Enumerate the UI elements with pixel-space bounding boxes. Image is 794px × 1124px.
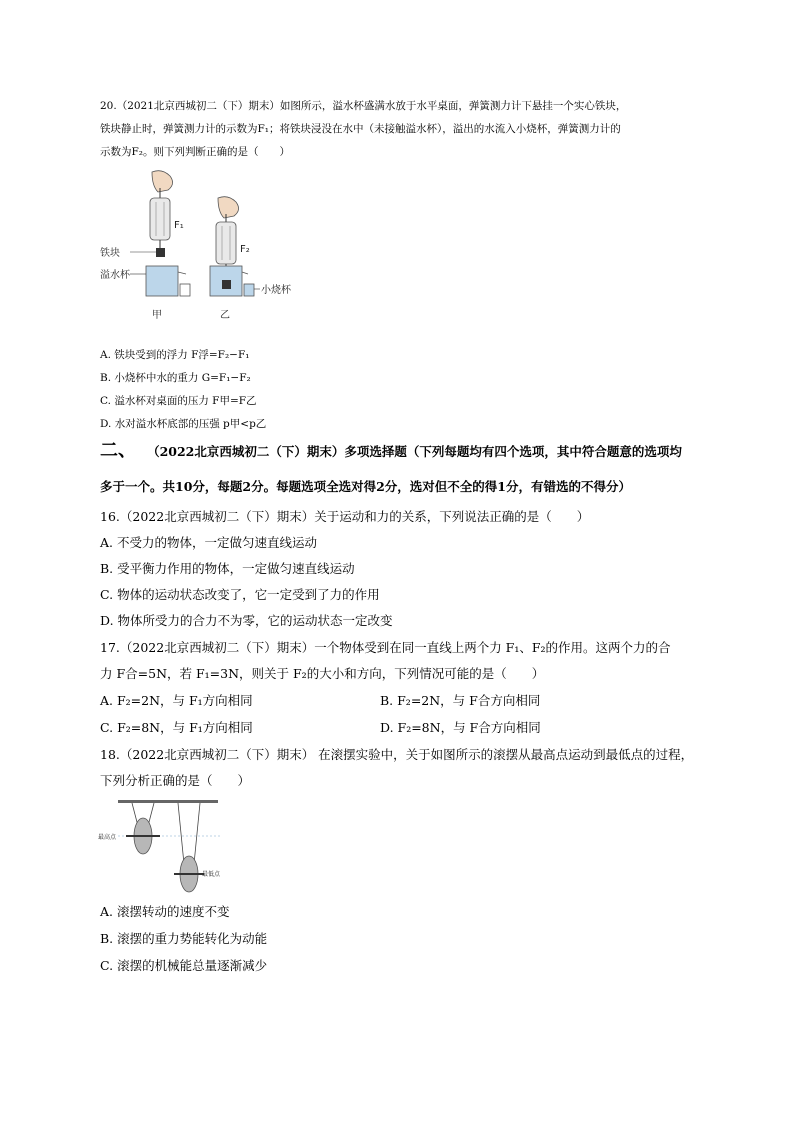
- q20-figure: [100, 168, 300, 340]
- label-yi: 乙: [220, 310, 230, 321]
- q16-option-c: C. 物体的运动状态改变了，它一定受到了力的作用: [100, 587, 380, 602]
- label-iron: 铁块: [100, 248, 120, 259]
- q18-line-2: 下列分析正确的是（ ）: [100, 773, 251, 788]
- label-f2: F₂: [240, 244, 250, 255]
- q17-option-d: D. F₂=8N，与 F合方向相同: [380, 720, 541, 735]
- q16-option-a: A. 不受力的物体，一定做匀速直线运动: [100, 535, 317, 550]
- hand-a-icon: [152, 171, 173, 192]
- spring-scale-a: [150, 188, 170, 248]
- q20-option-d: D. 水对溢水杯底部的压强 p甲<p乙: [100, 418, 267, 430]
- q17-line-2: 力 F合=5N，若 F₁=3N，则关于 F₂的大小和方向，下列情况可能的是（ ）: [100, 666, 545, 681]
- q17-option-a: A. F₂=2N，与 F₁方向相同: [100, 693, 253, 708]
- q18-figure: [98, 800, 224, 896]
- label-small-beaker: 小烧杯: [261, 285, 291, 296]
- label-jia: 甲: [152, 310, 162, 321]
- maxwell-wheel-high: [126, 803, 160, 854]
- q20-line-1: 20.（2021北京西城初二（下）期末）如图所示，溢水杯盛满水放于水平桌面，弹簧测力计下悬挂一个实心铁块，: [100, 100, 627, 112]
- q18-option-c: C. 滚摆的机械能总量逐渐减少: [100, 958, 268, 973]
- q18-option-a: A. 滚摆转动的速度不变: [100, 904, 230, 919]
- q18-line-1: 18.（2022北京西城初二（下）期末） 在滚摆实验中，关于如图所示的滚摆从最高点运动到最低点的过程，: [100, 747, 694, 762]
- q16-option-d: D. 物体所受力的合力不为零，它的运动状态一定改变: [100, 613, 393, 628]
- q20-option-b: B. 小烧杯中水的重力 G=F₁−F₂: [100, 372, 251, 384]
- label-f1: F₁: [174, 220, 184, 231]
- q16-option-b: B. 受平衡力作用的物体，一定做匀速直线运动: [100, 561, 355, 576]
- section-two-line-1: （2022北京西城初二（下）期末）多项选择题（下列每题均有四个选项，其中符合题意的选项均: [147, 444, 682, 459]
- small-beaker-b: [244, 284, 254, 296]
- section-two-line-2: 多于一个。共10分，每题2分。每题选项全选对得2分，选对但不全的得1分，有错选的不得分）: [100, 479, 631, 494]
- q16-stem: 16.（2022北京西城初二（下）期末）关于运动和力的关系，下列说法正确的是（ ）: [100, 509, 590, 524]
- q17-option-b: B. F₂=2N，与 F合方向相同: [380, 693, 541, 708]
- overflow-cup-b: [210, 266, 248, 296]
- q20-option-c: C. 溢水杯对桌面的压力 F甲=F乙: [100, 395, 257, 407]
- small-beaker-a: [180, 284, 190, 296]
- section-two-numeral: 二、: [100, 440, 136, 461]
- support-bar: [118, 800, 218, 803]
- hand-b-icon: [218, 197, 239, 218]
- q17-option-c: C. F₂=8N，与 F₁方向相同: [100, 720, 253, 735]
- label-highest-point: 最高点: [98, 834, 117, 841]
- section-two-heading: [100, 442, 682, 461]
- maxwell-wheel-low: [174, 803, 204, 892]
- iron-block-a: [156, 248, 165, 257]
- label-lowest-point: 最低点: [202, 871, 221, 878]
- q17-line-1: 17.（2022北京西城初二（下）期末）一个物体受到在同一直线上两个力 F₁、F₂的作用。这两个力的合: [100, 640, 671, 655]
- q20-line-2: 铁块静止时，弹簧测力计的示数为F₁；将铁块浸没在水中（未接触溢水杯），溢出的水流入小烧杯，弹簧测力计的: [100, 123, 621, 135]
- q20-line-3: 示数为F₂。则下列判断正确的是（ ）: [100, 146, 290, 158]
- q18-option-b: B. 滚摆的重力势能转化为动能: [100, 931, 268, 946]
- q20-option-a: A. 铁块受到的浮力 F浮=F₂−F₁: [100, 349, 250, 361]
- label-overflow-cup: 溢水杯: [100, 270, 130, 281]
